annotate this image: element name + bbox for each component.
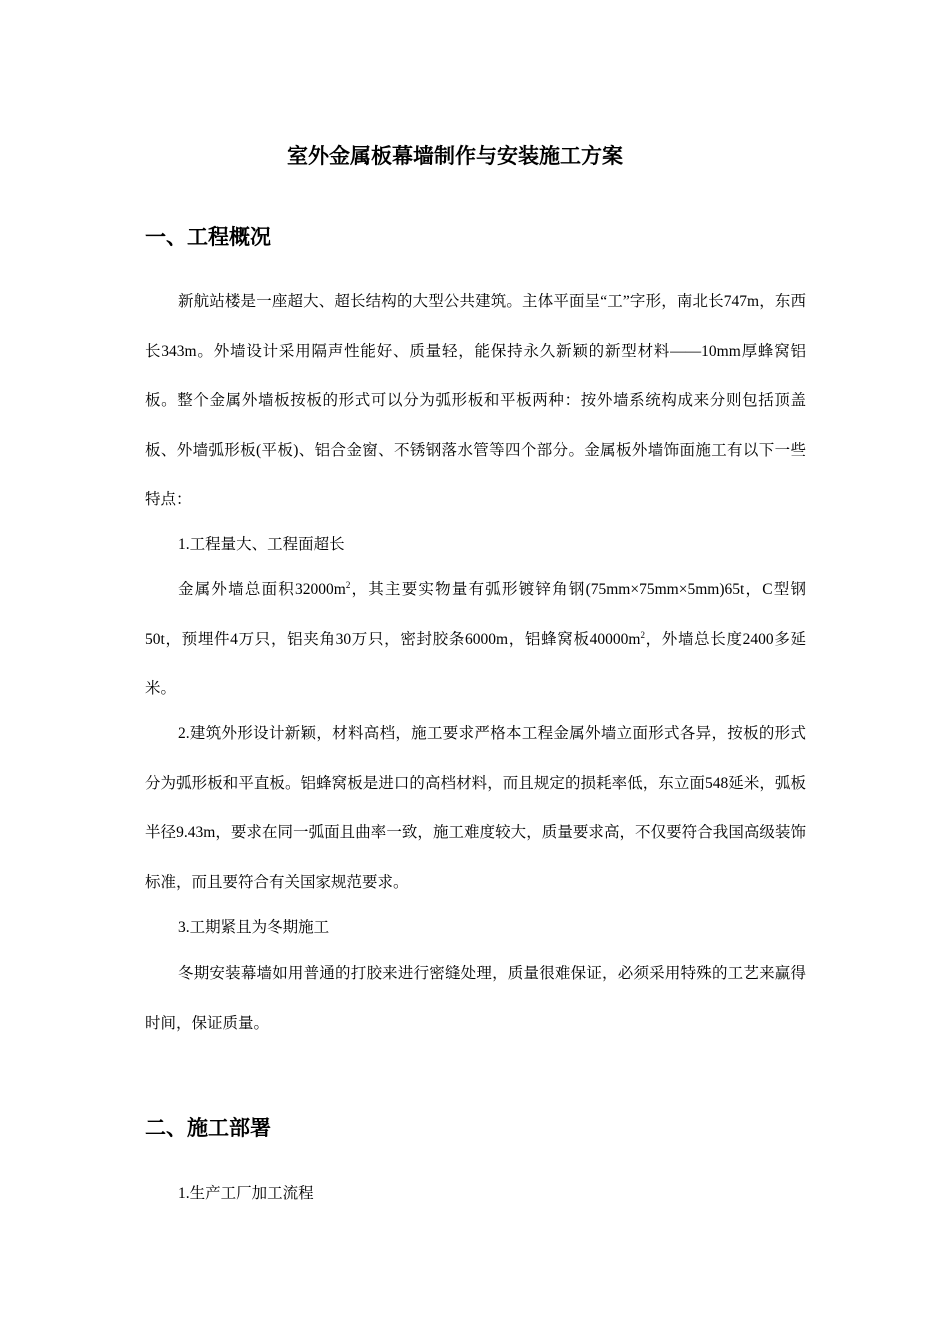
point-1-paragraph xyxy=(145,565,806,714)
section-heading-2: 二、施工部署 xyxy=(145,1116,271,1140)
intro-paragraph: 新航站楼是一座超大、超长结构的大型公共建筑。主体平面呈“工”字形，南北长747m，东西长343m。外墙设计采用隔声性能好、质量轻，能保持永久新颖的新型材料——10mm厚蜂窝铝板。整个金属外墙板按板的形式可以分为弧形板和平板两种：按外墙系统构成来分则包括顶盖板、外墙弧形板(平板)、铝合金窗、不锈钢落水管等四个部分。金属板外墙饰面施工有以下一些特点： xyxy=(145,293,806,508)
point-1-sup-b: 2 xyxy=(640,629,645,640)
point-1-text-a: 金属外墙总面积32000m xyxy=(178,581,346,598)
point-1-text-b: ，其主要实物量有弧形镀锌角钢(75mm×75mm×5mm)65t，C型钢50t，预埋件4万只，铝夹角30万只，密封胶条6000m，铝蜂窝板40000m xyxy=(145,581,806,648)
point-1-sup-a: 2 xyxy=(345,579,351,590)
point-2-paragraph: 2.建筑外形设计新颖，材料高档，施工要求严格本工程金属外墙立面形式各异，按板的形式分为弧形板和平直板。铝蜂窝板是进口的高档材料，而且规定的损耗率低，东立面548延米，弧板半径9.43m，要求在同一弧面且曲率一致，施工难度较大，质量要求高，不仅要符合我国高级装饰标准，而且要符合有关国家规范要求。 xyxy=(145,725,806,891)
document-title: 室外金属板幕墙制作与安装施工方案 xyxy=(287,144,623,168)
section-2-item-1: 1.生产工厂加工流程 xyxy=(178,1185,314,1202)
point-1-title: 1.工程量大、工程面超长 xyxy=(178,536,345,553)
point-1-text-c: ，外墙总长度2400多延米。 xyxy=(145,630,806,697)
section-heading-1: 一、工程概况 xyxy=(145,225,271,249)
point-3-title: 3.工期紧且为冬期施工 xyxy=(178,919,330,936)
point-3-paragraph: 冬期安装幕墙如用普通的打胶来进行密缝处理，质量很难保证，必须采用特殊的工艺来赢得时间，保证质量。 xyxy=(145,965,806,1032)
